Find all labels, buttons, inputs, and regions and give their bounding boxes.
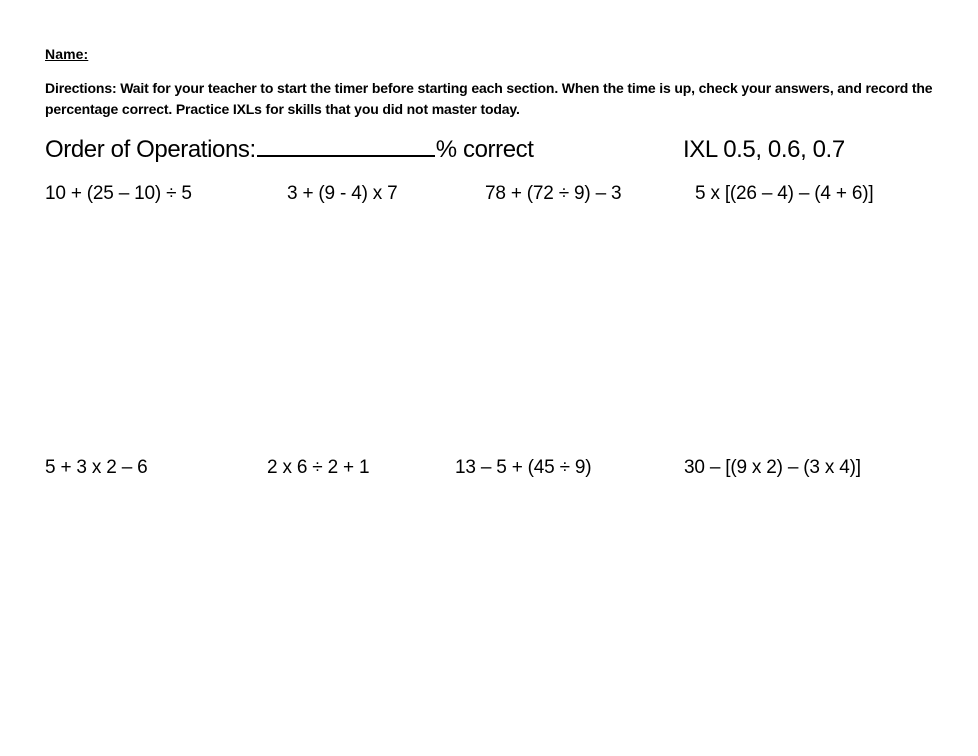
name-label: Name: (45, 46, 89, 62)
ixl-skills: IXL 0.5, 0.6, 0.7 (683, 136, 845, 163)
problem-2: 3 + (9 - 4) x 7 (287, 183, 398, 204)
percent-correct-label: % correct (435, 136, 534, 163)
problem-5: 5 + 3 x 2 – 6 (45, 457, 148, 478)
problem-8: 30 – [(9 x 2) – (3 x 4)] (684, 457, 861, 478)
problem-1: 10 + (25 – 10) ÷ 5 (45, 183, 192, 204)
section-title: Order of Operations: (45, 136, 256, 163)
problem-4: 5 x [(26 – 4) – (4 + 6)] (695, 183, 874, 204)
score-blank (257, 133, 435, 157)
section-heading (45, 133, 534, 167)
problem-6: 2 x 6 ÷ 2 + 1 (267, 457, 370, 478)
problem-7: 13 – 5 + (45 ÷ 9) (455, 457, 592, 478)
problem-3: 78 + (72 ÷ 9) – 3 (485, 183, 622, 204)
directions-text: Directions: Wait for your teacher to start the timer before starting each section. When the time is up, check your answers, and record the percentage correct. Practice IXLs for skills that you did not master today. (45, 80, 933, 117)
